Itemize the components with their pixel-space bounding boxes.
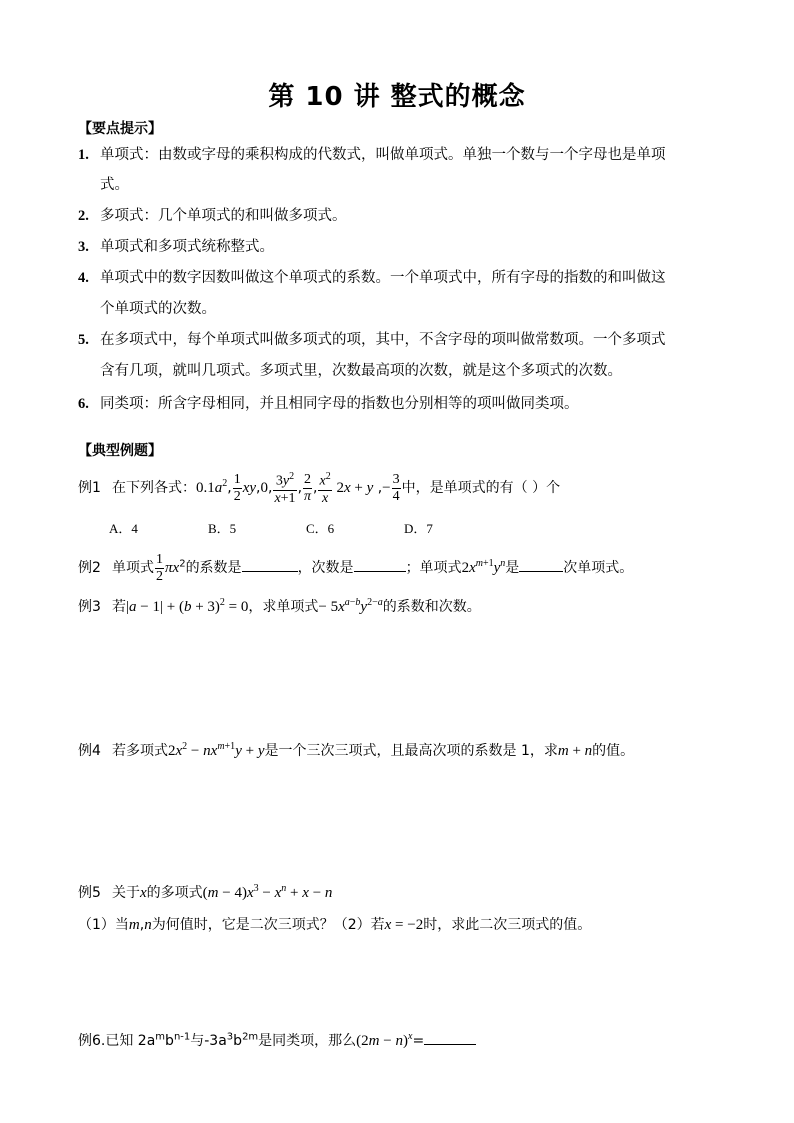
ex3-text-1: 若 (112, 599, 126, 615)
frac-3-4: $\frac{3}{4}$ (392, 471, 400, 504)
ex3-text-2: ，求单项式 (248, 599, 319, 615)
ex5-text-2: 的多项式 (146, 885, 203, 901)
var-x: x (140, 885, 147, 901)
exp-n-1: n-1 (173, 1031, 191, 1043)
ex4-text-2: 是一个三次三项式，且最高次项的系数是 1，求 (264, 743, 558, 759)
example-3-label: 例3 (78, 599, 101, 615)
point-2: 2. 多项式：几个单项式的和叫做多项式。 (78, 208, 347, 224)
ex4-text-3: 的值。 (592, 743, 635, 759)
expr-2x-y: 2x + y (332, 480, 374, 496)
expr-polynomial-ex5: $(m - 4)x^3 - x^n + x - n$ (202, 883, 333, 901)
vars-m-n: m (128, 917, 140, 933)
example-2: 例2 单项式 $\frac{1}{2}$ $\pi x^2$的系数是 ，次数是 ；单项式$2x^{m+1}y^n$是 次单项式。 (78, 546, 633, 586)
option-c: C．6 (306, 521, 335, 536)
expr-abs-condition: $|a - 1| + (b + 3)^2 = 0$ (126, 597, 249, 615)
example-1-tail: 中，是单项式的有（ ）个 (401, 480, 561, 496)
answer-blank-coefficient[interactable] (242, 559, 298, 572)
example-5 (78, 882, 332, 902)
ex5-q-1: （1）当 (78, 917, 129, 933)
exp-3: 3 (226, 1031, 234, 1043)
frac-1-2-b: $\frac{1}{2}$ (156, 551, 163, 584)
example-6 (78, 1030, 476, 1050)
answer-blank-ex6[interactable] (424, 1032, 476, 1045)
expr-m-plus-n: m + n (557, 743, 593, 759)
answer-blank-order[interactable] (519, 559, 563, 572)
frac-1-2: $\frac{1}{2}$ (233, 471, 241, 504)
point-1: 1. 单项式：由数或字母的乘积构成的代数式，叫做单项式。单独一个数与一个字母也是单项 (78, 147, 666, 163)
expr-polynomial-ex4: $2x^2 - nx^{m+1}y + y$ (168, 741, 265, 759)
option-b: B．5 (208, 521, 237, 536)
ex2-text-4: ；单项式 (405, 560, 462, 576)
example-5-questions: （1）当m,n为何值时，它是二次三项式？（2）若x = −2时，求此二次三项式的值。 (78, 917, 592, 933)
option-d: D．7 (404, 521, 433, 536)
example-1: 例1 在下列各式：$0.1a^2$, $\frac{1}{2}$ xy,0, $\frac{3y^2}{x+1}$ , $\frac{2}{\pi}$ , $\frac{x^2}{x}$ 2x + y ,− $\frac{3}{4}$ 中，是单项式的有（ ）个 (78, 471, 561, 506)
ex2-text-3: ，次数是 (297, 560, 354, 576)
answer-blank-degree[interactable] (354, 559, 406, 572)
example-3 (78, 596, 481, 616)
ex6-text-3: 与-3a (190, 1033, 227, 1049)
example-1-label: 例1 (78, 480, 101, 496)
ex5-q-3: 时，求此二次三项式的值。 (423, 917, 592, 933)
point-6: 6. 同类项：所含字母相同，并且相同字母的指数也分别相等的项叫做同类项。 (78, 396, 579, 412)
section-examples: 【典型例题】 (78, 443, 162, 459)
ex6-text-5: 是同类项，那么 (258, 1033, 357, 1049)
ex6-text-1: 已知 2a (105, 1033, 156, 1049)
ex5-text-1: 关于 (112, 885, 140, 901)
expr-0.1a2: $0.1a^2$ (196, 478, 228, 496)
ex2-text-1: 单项式 (112, 560, 154, 576)
example-5-label: 例5 (78, 885, 101, 901)
example-2-label: 例2 (78, 560, 101, 576)
expr-pi-x2: πx (165, 560, 180, 576)
option-a: A．4 (109, 521, 138, 536)
point-4: 4. 单项式中的数字因数叫做这个单项式的系数。一个单项式中，所有字母的指数的和叫做这 (78, 270, 666, 286)
example-4 (78, 740, 634, 760)
expr-x-eq-neg2: x = −2 (384, 917, 424, 933)
frac-x2-x: $\frac{x^2}{x}$ (319, 471, 331, 506)
point-3: 3. 单项式和多项式统称整式。 (78, 239, 274, 255)
ex6-text-2: b (165, 1033, 174, 1049)
point-5-cont: 含有几项，就叫几项式。多项式里，次数最高项的次数，就是这个多项式的次数。 (100, 363, 622, 379)
ex5-q-2: 为何值时，它是二次三项式？（2）若 (151, 917, 385, 933)
frac-3y2-x1: $\frac{3y^2}{x+1}$ (274, 471, 296, 506)
expr-monomial-5x: − $5x^{a-b}y^{2-a}$ (318, 597, 383, 615)
example-4-label: 例4 (78, 743, 101, 759)
example-6-label: 例6. (78, 1033, 106, 1049)
ex2-text-6: 次单项式。 (563, 560, 634, 576)
exp-m: m (155, 1031, 166, 1043)
ex6-text-6: = (412, 1033, 425, 1049)
point-5: 5. 在多项式中，每个单项式叫做多项式的项，其中，不含字母的项叫做常数项。一个多项式 (78, 332, 666, 348)
ex4-text-1: 若多项式 (112, 743, 168, 759)
expr-2x-m1-yn: $2x^{m+1}y^n$ (461, 558, 506, 576)
page-title: 第 10 讲 整式的概念 (268, 82, 526, 112)
example-1-lead: 在下列各式： (112, 480, 196, 496)
point-4-cont: 个单项式的次数。 (100, 301, 216, 317)
ex3-text-3: 的系数和次数。 (382, 599, 481, 615)
exp-2m: 2m (242, 1031, 259, 1043)
point-1-cont: 式。 (100, 177, 129, 193)
expr-2m-n-x: $(2m - n)^x$ (356, 1031, 413, 1049)
section-key-points: 【要点提示】 (78, 121, 162, 137)
ex2-text-5: 是 (505, 560, 520, 576)
ex2-text-2: 的系数是 (185, 560, 242, 576)
expr-xy: xy (242, 480, 257, 496)
frac-2-pi: $\frac{2}{\pi}$ (304, 471, 312, 504)
ex6-text-4: b (233, 1033, 243, 1049)
